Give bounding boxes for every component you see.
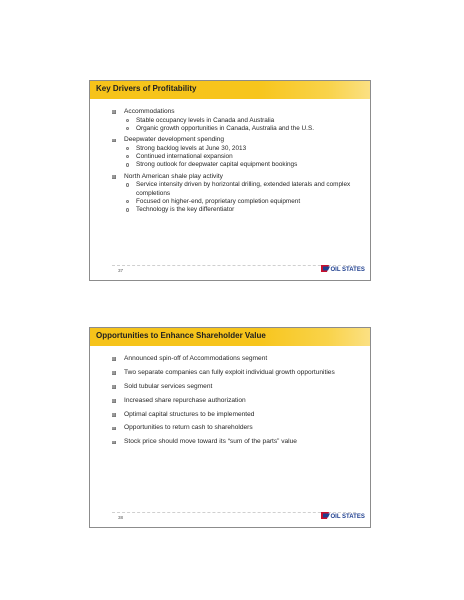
bullet-item (112, 411, 360, 420)
bullet-text: Accommodations (124, 108, 175, 115)
square-bullet-icon (112, 175, 116, 179)
sub-bullet-item (126, 145, 360, 153)
circle-bullet-icon (126, 200, 129, 203)
sub-bullet-item (126, 181, 360, 198)
oil-states-logo (321, 510, 365, 521)
circle-bullet-icon (126, 127, 129, 130)
sub-bullet-text: Strong outlook for deepwater capital equipment bookings (136, 161, 298, 169)
sub-bullet-text: Continued international expansion (136, 153, 233, 161)
svg-text:OIL STATES: OIL STATES (330, 267, 365, 273)
bullet-item (112, 383, 360, 392)
slide-key-drivers (89, 80, 371, 281)
slide-title: Opportunities to Enhance Shareholder Value (96, 331, 266, 340)
square-bullet-icon (112, 427, 116, 431)
sub-bullet-item (126, 161, 360, 169)
slide-content (112, 108, 360, 217)
square-bullet-icon (112, 357, 116, 361)
slide-title: Key Drivers of Profitability (96, 84, 197, 93)
bullet-text: Increased share repurchase authorization (124, 396, 246, 404)
circle-bullet-icon (126, 163, 129, 166)
page-number: 37 (118, 268, 124, 273)
square-bullet-icon (112, 371, 116, 375)
sub-bullet-text: Focused on higher-end, proprietary completion equipment (136, 197, 301, 205)
bullet-item (112, 108, 360, 133)
circle-bullet-icon (126, 147, 129, 150)
circle-bullet-icon (126, 119, 129, 122)
circle-bullet-icon (126, 155, 129, 158)
sub-bullet-item (126, 153, 360, 161)
footer-divider (112, 512, 356, 513)
bullet-item (112, 173, 360, 215)
page-number: 38 (118, 515, 124, 520)
bullet-text: Deepwater development spending (124, 136, 225, 144)
bullet-item (112, 355, 360, 364)
square-bullet-icon (112, 399, 116, 403)
square-bullet-icon (112, 441, 116, 445)
circle-bullet-icon (126, 208, 129, 211)
svg-text:OIL STATES: OIL STATES (330, 514, 365, 520)
sub-bullet-text: Technology is the key differentiator (136, 206, 235, 214)
sub-bullet-item (126, 125, 360, 133)
bullet-item (112, 424, 360, 433)
bullet-text: Sold tubular services segment (124, 382, 213, 390)
sub-bullet-text: Service intensity driven by horizontal drilling, extended laterals and complex completions (136, 181, 351, 197)
slide-shareholder-value (89, 327, 371, 528)
footer-divider (112, 265, 356, 266)
bullet-text: Two separate companies can fully exploit individual growth opportunities (124, 368, 335, 376)
sub-bullet-item (126, 198, 360, 206)
sub-bullet-item (126, 206, 360, 214)
oil-states-logo (321, 263, 365, 274)
sub-bullet-text: Strong backlog levels at June 30, 2013 (136, 144, 247, 152)
square-bullet-icon (112, 385, 116, 389)
bullet-item (112, 397, 360, 406)
bullet-text: North American shale play activity (124, 172, 223, 180)
bullet-text: Announced spin-off of Accommodations segment (124, 355, 268, 362)
bullet-text: Stock price should move toward its “sum of the parts” value (124, 438, 297, 446)
sub-bullet-text: Organic growth opportunities in Canada, Australia and the U.S. (136, 124, 314, 132)
bullet-item (112, 136, 360, 169)
circle-bullet-icon (126, 183, 129, 186)
sub-bullet-item (126, 117, 360, 125)
bullet-text: Optimal capital structures to be implemented (124, 410, 255, 418)
bullet-item (112, 369, 360, 378)
square-bullet-icon (112, 110, 116, 114)
square-bullet-icon (112, 413, 116, 417)
slide-content (112, 355, 360, 452)
square-bullet-icon (112, 139, 116, 143)
bullet-text: Opportunities to return cash to shareholders (124, 424, 253, 432)
sub-bullet-text: Stable occupancy levels in Canada and Australia (136, 116, 275, 124)
bullet-item (112, 438, 360, 447)
slide-title-bar (90, 81, 370, 99)
slide-title-bar (90, 328, 370, 346)
